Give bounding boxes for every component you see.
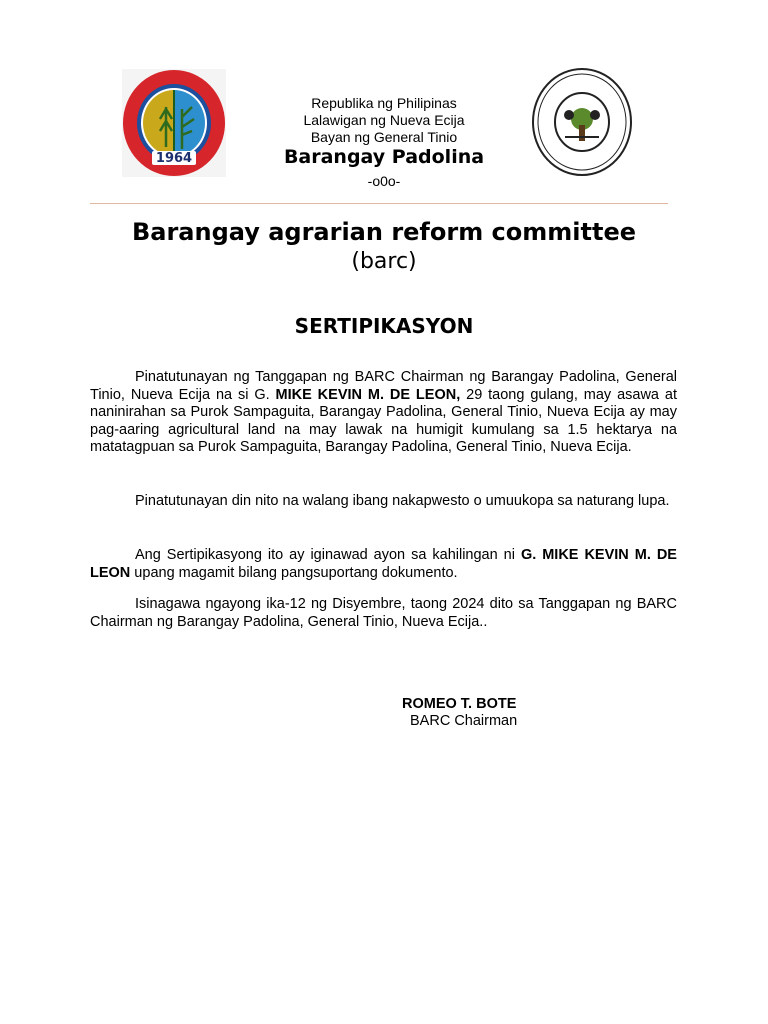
seal-year: 1964: [155, 151, 193, 166]
subject-name: MIKE KEVIN M. DE LEON,: [275, 386, 461, 403]
requester-name: G. MIKE KEVIN M. DE LEON: [90, 547, 677, 581]
document-subtitle: (barc): [351, 249, 417, 274]
paragraph-1: Pinatutunayan ng Tanggapan ng BARC Chairman ng Barangay Padolina, General Tinio, Nueva Ecija na si G. MIKE KEVIN M. DE LEON, 29 taong gulang, may asawa at naninirahan sa Purok Sampaguita, Barangay Padolina, General Tinio, Nueva Ecija ay may pag-aaring agricultural land na may lawak na humigit kumulang sa 1.5 hektarya na matatagpuan sa Purok Sampaguita, Barangay Padolina, General Tinio, Nueva Ecija.: [90, 369, 677, 456]
header-republic: Republika ng Philipinas: [311, 95, 457, 111]
header-divider: [90, 203, 668, 204]
signatory-name: ROMEO T. BOTE: [402, 696, 517, 712]
header-province: Lalawigan ng Nueva Ecija: [303, 112, 465, 128]
certification-heading: SERTIPIKASYON: [294, 314, 474, 338]
document-title: Barangay agrarian reform committee: [131, 218, 637, 246]
paragraph-4: Isinagawa ngayong ika-12 ng Disyembre, taong 2024 dito sa Tanggapan ng BARC Chairman ng Barangay Padolina, General Tinio, Nueva Ecija..: [90, 596, 677, 630]
paragraph-3: Ang Sertipikasyong ito ay iginawad ayon sa kahilingan ni G. MIKE KEVIN M. DE LEON upang magamit bilang pangsuportang dokumento.: [90, 547, 677, 581]
signatory-position: BARC Chairman: [410, 713, 518, 729]
header-municipality: Bayan ng General Tinio: [310, 129, 458, 145]
paragraph-2: Pinatutunayan din nito na walang ibang nakapwesto o umuukopa sa naturang lupa.: [135, 493, 670, 509]
general-tinio-seal: [531, 67, 633, 177]
header-ornament: -o0o-: [367, 173, 401, 189]
header-barangay: Barangay Padolina: [283, 146, 485, 168]
